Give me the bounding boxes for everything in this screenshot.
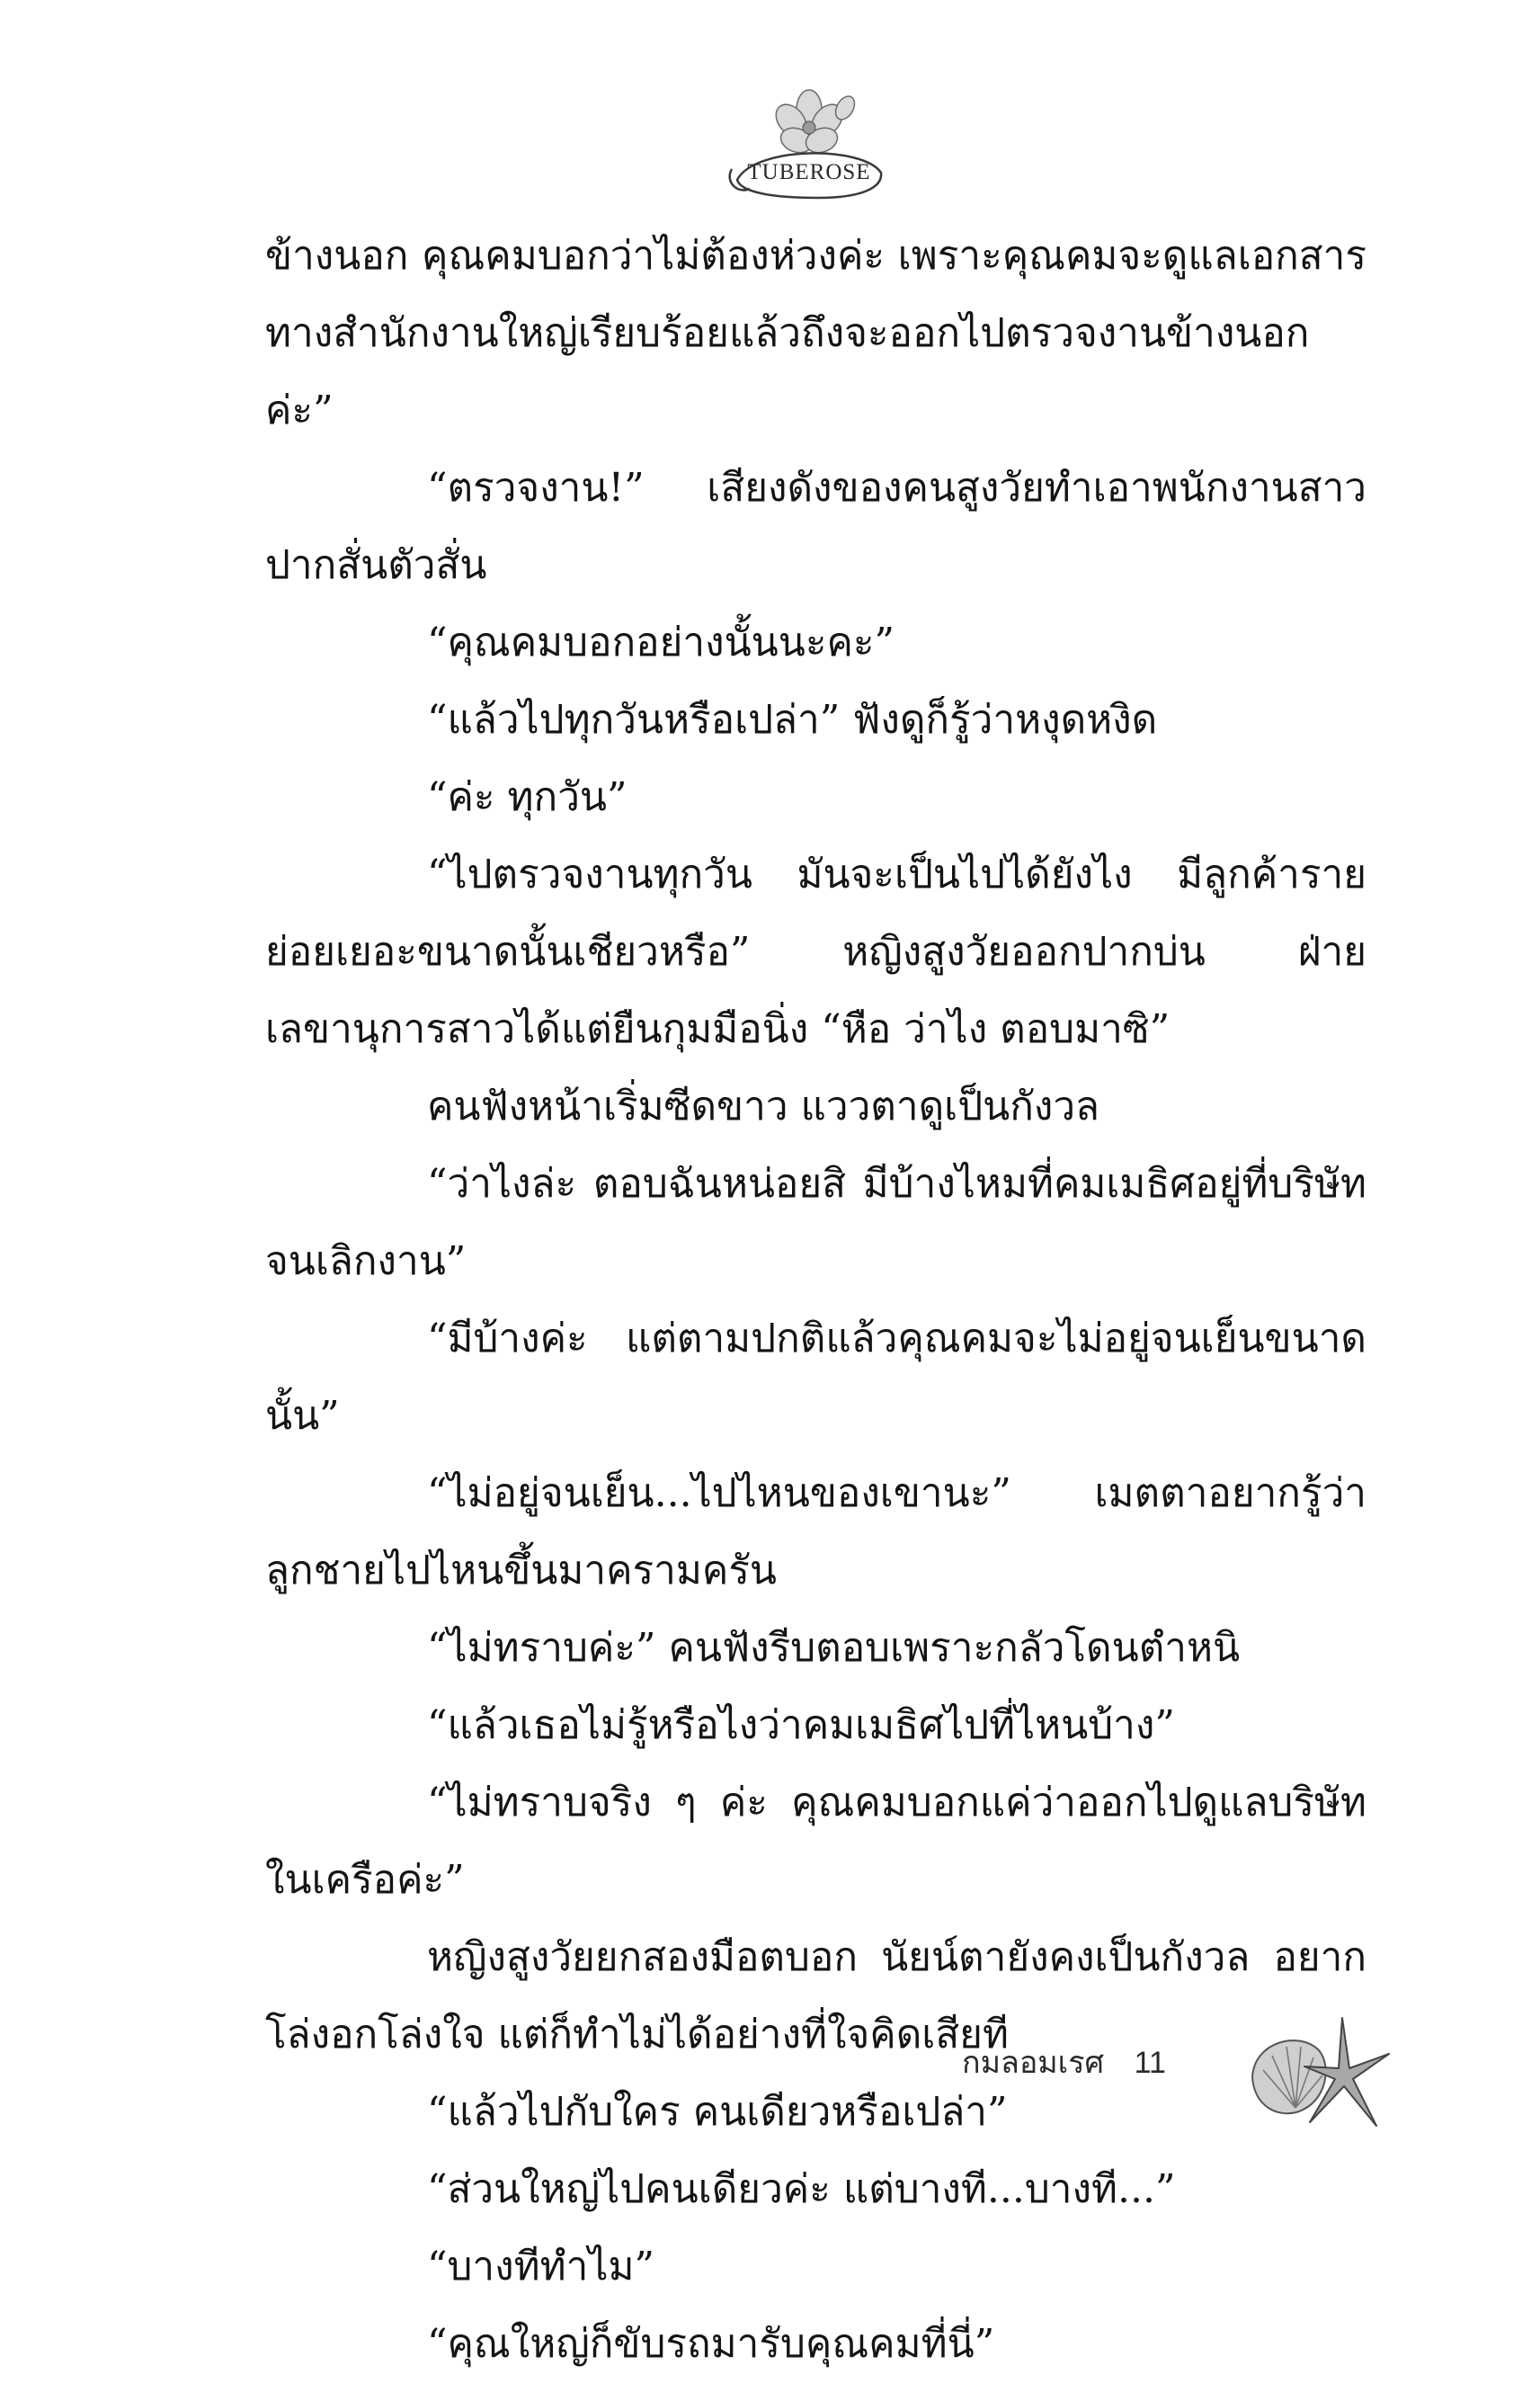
paragraph: “ว่าไงล่ะ ตอบฉันหน่อยสิ มีบ้างไหมที่คมเมธิศอยู่ที่บริษัทจนเลิกงาน” [265,1161,1366,1284]
paragraph: “คุณคมบอกอย่างนั้นนะคะ” [427,620,895,665]
paragraph: “มีบ้างค่ะ แต่ตามปกติแล้วคุณคมจะไม่อยู่จนเย็นขนาดนั้น” [265,1316,1366,1439]
seashell-starfish-icon [1245,2014,1393,2131]
paragraph: “ค่ะ ทุกวัน” [427,774,628,820]
paragraph: “แล้วไปกับใคร คนเดียวหรือเปล่า” [427,2089,1008,2135]
page-body [265,218,1366,2383]
paragraph: “ไปตรวจงานทุกวัน มันจะเป็นไปได้ยังไง มีลูกค้ารายย่อยเยอะขนาดนั้นเชียวหรือ” หญิงสูงวัยออกปากบ่น ฝ่ายเลขานุการสาวได้แต่ยืนกุมมือนิ่ง “หือ ว่าไง ตอบมาซิ” [265,852,1366,1052]
paragraph: “ส่วนใหญ่ไปคนเดียวค่ะ แต่บางที...บางที...” [427,2166,1176,2212]
paragraph: “ไม่อยู่จนเย็น...ไปไหนของเขานะ” เมตตาอยากรู้ว่าลูกชายไปไหนขึ้นมาครามครัน [265,1470,1366,1593]
paragraph: ข้างนอก คุณคมบอกว่าไม่ต้องห่วงค่ะ เพราะคุณคมจะดูแลเอกสารทางสำนักงานใหญ่เรียบร้อยแล้วถึงจะออกไปตรวจงานข้างนอกค่ะ” [265,233,1366,433]
paragraph: “แล้วไปทุกวันหรือเปล่า” ฟังดูก็รู้ว่าหงุดหงิด [427,697,1158,743]
page-number: 11 [1134,2046,1166,2080]
logo-text: TUBEROSE [747,160,871,184]
paragraph: “แล้วเธอไม่รู้หรือไงว่าคมเมธิศไปที่ไหนบ้าง” [427,1702,1175,1748]
author-name: กมลอมเรศ [962,2046,1105,2080]
paragraph: “บางทีทำไม” [427,2244,654,2289]
paragraph: คนฟังหน้าเริ่มซีดขาว แววตาดูเป็นกังวล [427,1084,1099,1129]
page-footer [962,2038,1166,2086]
publisher-logo [719,83,899,209]
paragraph: หญิงสูงวัยยกสองมือตบอก นัยน์ตายังคงเป็นกังวล อยากโล่งอกโล่งใจ แต่ก็ทำไม่ได้อย่างที่ใจคิดเสียที [265,1934,1366,2057]
paragraph: “คุณใหญ่ก็ขับรถมารับคุณคมที่นี่” [427,2321,995,2367]
tuberose-flower-logo [719,83,899,209]
paragraph: “ไม่ทราบจริง ๆ ค่ะ คุณคมบอกแค่ว่าออกไปดูแลบริษัทในเครือค่ะ” [265,1780,1366,1903]
paragraph: “ตรวจงาน!” เสียงดังของคนสูงวัยทำเอาพนักงานสาวปากสั่นตัวสั่น [265,465,1366,588]
paragraph: “ไม่ทราบค่ะ” คนฟังรีบตอบเพราะกลัวโดนตำหนิ [427,1625,1241,1671]
